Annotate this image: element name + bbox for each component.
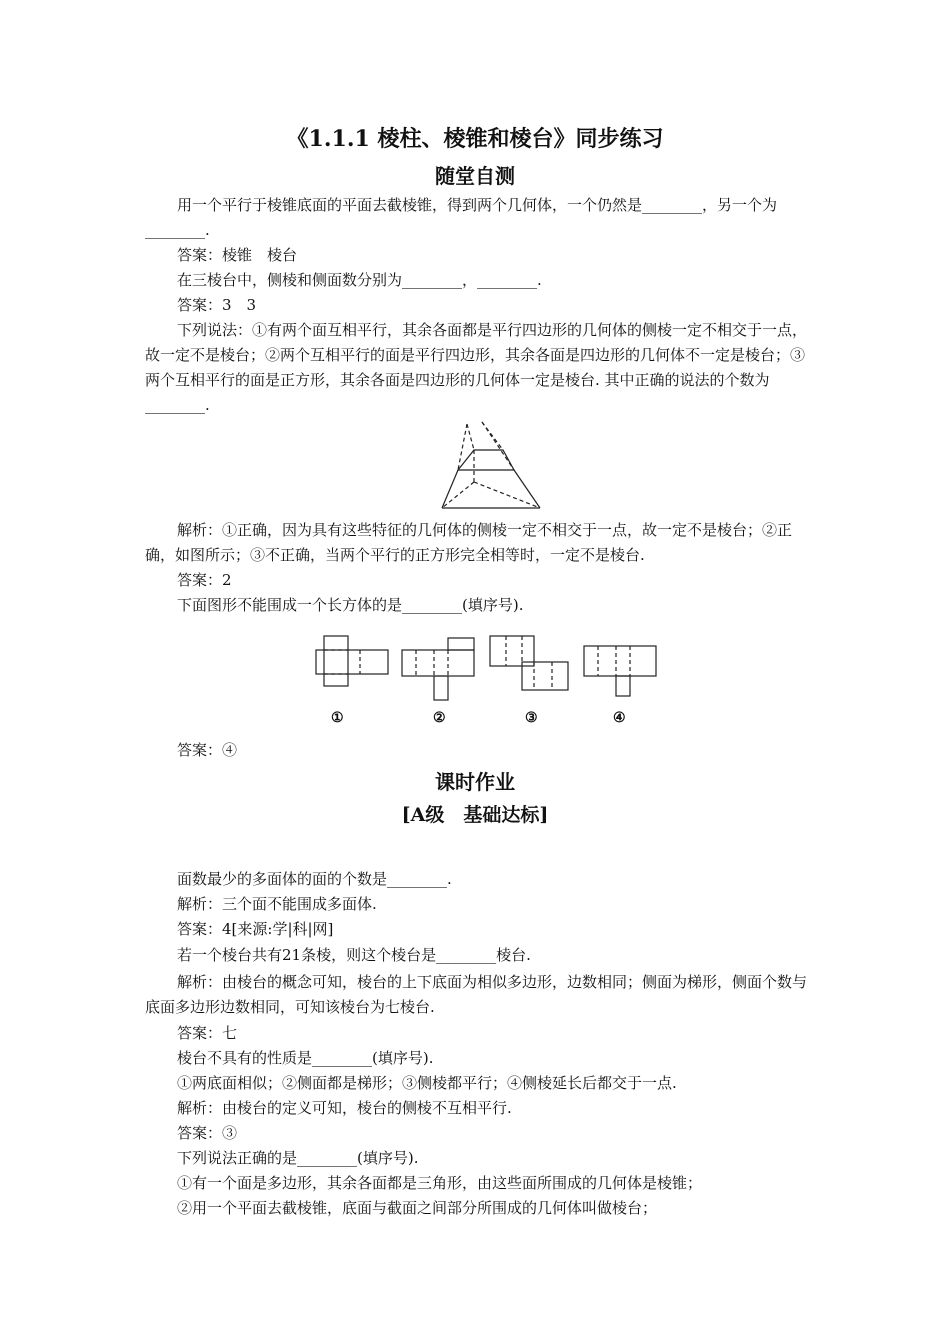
net-figure-4 xyxy=(580,640,660,700)
options-7: ①两底面相似；②侧面都是梯形；③侧棱都平行；④侧棱延长后都交于一点. xyxy=(177,1074,677,1092)
question-4: 下面图形不能围成一个长方体的是________(填序号). xyxy=(177,596,524,614)
question-3: 下列说法：①有两个面互相平行，其余各面都是平行四边形的几何体的侧棱一定不相交于一点，故一定不是棱台；②两个互相平行的面是平行四边形，其余各面是四边形的几何体不一定是棱台；③两个互相平行的面是正方形，其余各面是四边形的几何体一定是棱台. 其中正确的说法的个数为________. xyxy=(145,321,808,414)
explanation-3: 解析：①正确，因为具有这些特征的几何体的侧棱一定不相交于一点，故一定不是棱台；②正确，如图所示；③不正确，当两个平行的正方形完全相等时，一定不是棱台. xyxy=(145,521,793,564)
net-figure-3 xyxy=(486,632,576,696)
figure-label-4: ④ xyxy=(613,710,626,726)
question-6: 若一个棱台共有21条棱，则这个棱台是________棱台. xyxy=(177,946,531,964)
answer-5: 答案：4[来源:学|科|网] xyxy=(177,920,334,938)
question-2: 在三棱台中，侧棱和侧面数分别为________，________. xyxy=(177,271,542,289)
section-heading-homework: 课时作业 xyxy=(435,770,515,794)
option-8-1: ①有一个面是多边形，其余各面都是三角形，由这些面所围成的几何体是棱锥； xyxy=(177,1174,703,1192)
net-figure-2 xyxy=(398,632,478,704)
net-figure-1 xyxy=(312,632,392,692)
explanation-6: 解析：由棱台的概念可知，棱台的上下底面为相似多边形，边数相同；侧面为梯形，侧面个数与底面多边形边数相同，可知该棱台为七棱台. xyxy=(145,973,808,1016)
answer-4: 答案：④ xyxy=(177,741,238,759)
answer-1: 答案：棱锥 棱台 xyxy=(177,246,298,264)
answer-2: 答案：3 3 xyxy=(177,296,257,314)
answer-3: 答案：2 xyxy=(177,571,232,589)
option-8-2: ②用一个平面去截棱锥，底面与截面之间部分所围成的几何体叫做棱台； xyxy=(177,1199,658,1217)
figure-label-2: ② xyxy=(433,710,446,726)
explanation-7: 解析：由棱台的定义可知，棱台的侧棱不互相平行. xyxy=(177,1099,512,1117)
figure-label-1: ① xyxy=(331,710,344,726)
question-8: 下列说法正确的是________(填序号). xyxy=(177,1149,419,1167)
explanation-5: 解析：三个面不能围成多面体. xyxy=(177,895,377,913)
section-heading-practice: 随堂自测 xyxy=(435,164,515,188)
question-5: 面数最少的多面体的面的个数是________. xyxy=(177,870,452,888)
answer-7: 答案：③ xyxy=(177,1124,238,1142)
question-7: 棱台不具有的性质是________(填序号). xyxy=(177,1049,434,1067)
frustum-figure xyxy=(430,420,550,515)
section-heading-level-a: [A级 基础达标] xyxy=(401,804,549,826)
question-1: 用一个平行于棱锥底面的平面去截棱锥，得到两个几何体，一个仍然是________，另一个为________. xyxy=(145,196,778,239)
page-title: 《1.1.1 棱柱、棱锥和棱台》同步练习 xyxy=(286,126,664,152)
answer-6: 答案：七 xyxy=(177,1024,238,1042)
figure-label-3: ③ xyxy=(525,710,538,726)
